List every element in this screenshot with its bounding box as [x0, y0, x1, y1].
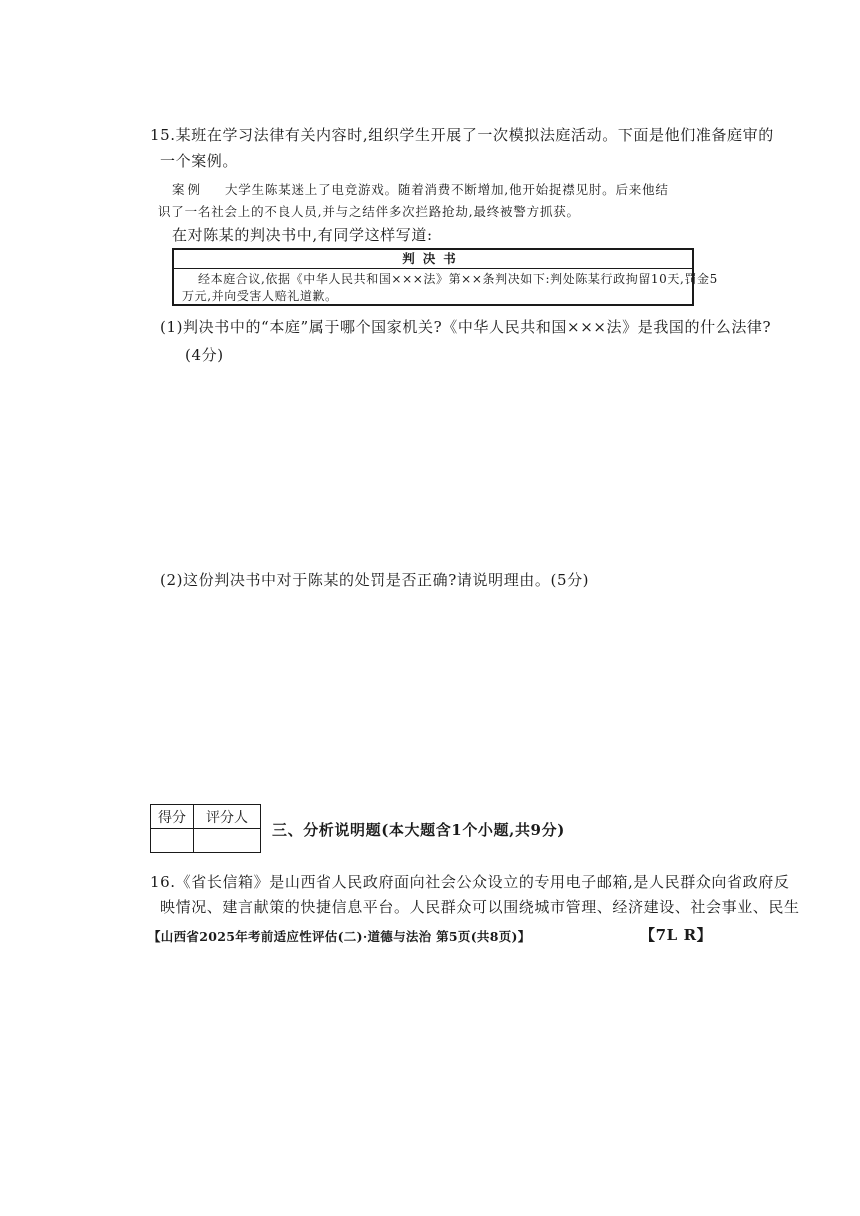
sub-question-1: (1)判决书中的“本庭”属于哪个国家机关?《中华人民共和国×××法》是我国的什么法律? [160, 318, 772, 336]
q16-line1: 16.《省长信箱》是山西省人民政府面向社会公众设立的专用电子邮箱,是人民群众向省政府反 [150, 873, 790, 891]
judgement-line2: 万元,并向受害人赔礼道歉。 [182, 289, 338, 303]
footer-right: 【7L R】 [640, 926, 713, 944]
score-table [150, 804, 261, 853]
sub-question-1-score: (4分) [185, 346, 224, 364]
footer-left: 【山西省2025年考前适应性评估(二)·道德与法治 第5页(共8页)】 [148, 929, 531, 944]
grader-header: 评分人 [194, 805, 261, 829]
q15-line2: 一个案例。 [160, 152, 239, 170]
judgement-line1: 经本庭合议,依据《中华人民共和国×××法》第××条判决如下:判处陈某行政拘留10天,罚金5 [198, 272, 718, 286]
section3-title: 三、分析说明题(本大题含1个小题,共9分) [272, 821, 565, 839]
q15-line1: 15.某班在学习法律有关内容时,组织学生开展了一次模拟法庭活动。下面是他们准备庭审的 [150, 126, 774, 144]
judgement-title: 判决书 [174, 250, 692, 269]
judgement-box [172, 248, 718, 306]
score-header: 得分 [151, 805, 194, 829]
score-cell[interactable] [151, 829, 194, 853]
grader-cell[interactable] [194, 829, 261, 853]
q15-intro: 在对陈某的判决书中,有同学这样写道: [172, 226, 433, 244]
case-line1: 大学生陈某迷上了电竞游戏。随着消费不断增加,他开始捉襟见肘。后来他结 [225, 182, 669, 197]
case-label: 案例 [172, 182, 204, 197]
sub-question-2: (2)这份判决书中对于陈某的处罚是否正确?请说明理由。(5分) [160, 571, 590, 589]
case-line2: 识了一名社会上的不良人员,并与之结伴多次拦路抢劫,最终被警方抓获。 [158, 204, 580, 219]
q16-line2: 映情况、建言献策的快捷信息平台。人民群众可以围绕城市管理、经济建设、社会事业、民生 [160, 898, 800, 916]
